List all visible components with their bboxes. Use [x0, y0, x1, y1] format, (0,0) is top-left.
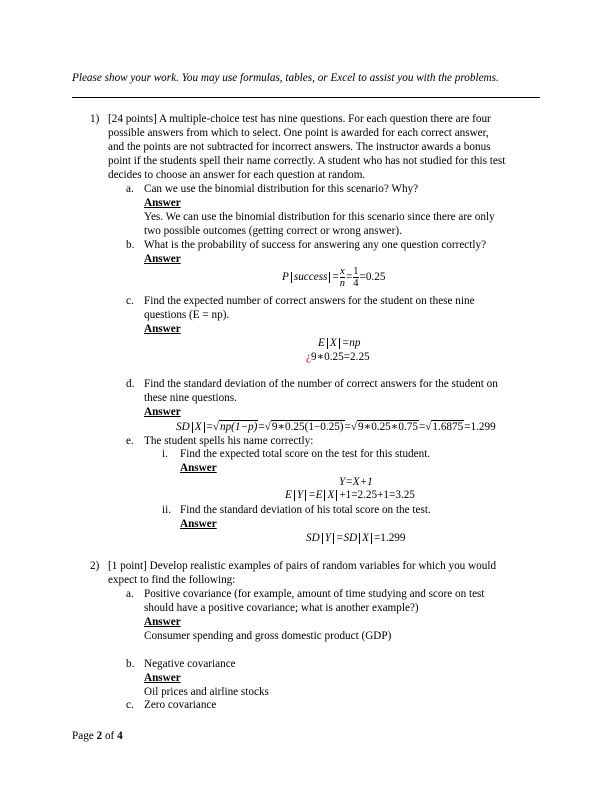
q1b-eq-den1: n	[339, 278, 345, 289]
q1c-question-line-1: Find the expected number of correct answers for the student on these nine	[144, 295, 475, 307]
q1b-eq-p: P	[282, 271, 289, 284]
q2-line-1: [1 point] Develop realistic examples of pairs of random variables for which you would	[108, 560, 497, 572]
q2a-question-line-2: should have a positive covariance; what is another example?)	[144, 602, 419, 614]
q1b-label: b.	[126, 239, 135, 251]
q1b-eq-den2: 4	[353, 278, 359, 289]
q1ei-question: Find the expected total score on the test for this student.	[180, 448, 431, 460]
q1d-eq-r4: 1.6875	[432, 421, 464, 433]
q2b-answer-label: Answer	[144, 672, 181, 684]
q1d-eq-arg: X	[194, 421, 202, 433]
q1e-label: e.	[126, 435, 134, 447]
q1ei-eq2-arg: Y	[296, 489, 304, 501]
q1b-answer-label: Answer	[144, 253, 181, 265]
q1eii-question: Find the standard deviation of his total score on the test.	[180, 504, 431, 516]
q2a-question-line-1: Positive covariance (for example, amount of time studying and score on test	[144, 588, 485, 600]
header-divider	[72, 97, 540, 98]
q2a-answer-label: Answer	[144, 616, 181, 628]
q1c-label: c.	[126, 295, 134, 307]
instructions-header: Please show your work. You may use formulas, tables, or Excel to assist you with the problems.	[72, 72, 499, 84]
page-footer	[72, 730, 123, 742]
q1c-question-line-2: questions (E = np).	[144, 309, 230, 321]
q1d-eq-r2: 9∗0.25(1−0.25)	[271, 421, 344, 433]
q1eii-answer-label: Answer	[180, 518, 217, 530]
q1-number: 1)	[90, 113, 100, 125]
q1-line-5: decides to choose an answer for each question at random.	[108, 169, 366, 181]
q1eii-eq-rest: =1.299	[374, 532, 406, 544]
q1ei-equation-2	[285, 489, 415, 501]
q1ei-eq2-rest: +1=2.25+1=3.25	[339, 489, 415, 501]
q1d-equation: SD X =√np(1−p)=√9∗0.25(1−0.25)=√9∗0.25∗0.75=√1.6875=1.299	[176, 421, 496, 433]
q2b-question: Negative covariance	[144, 658, 236, 670]
q1d-eq-r3: 9∗0.25∗0.75	[358, 421, 418, 433]
q1b-question: What is the probability of success for answering any one question correctly?	[144, 239, 487, 251]
q2-line-2: expect to find the following:	[108, 574, 236, 586]
footer-page-total: 4	[117, 730, 123, 742]
q1b-eq-result: =0.25	[359, 271, 386, 284]
q1ei-eq2-arg2: X	[327, 489, 335, 501]
footer-of-word: of	[104, 730, 115, 742]
q1-line-2: possible answers from which to select. One point is awarded for each correct answer,	[108, 127, 489, 139]
q1c-equation-1	[318, 337, 360, 349]
q1a-answer-label: Answer	[144, 197, 181, 209]
q1d-eq-result: =1.299	[464, 421, 496, 433]
q1c-eq1-e: E	[318, 337, 325, 349]
q1c-eq2-value: 9∗0.25=2.25	[310, 351, 370, 363]
q1b-eq-num1: x	[340, 266, 345, 277]
q1ei-label: i.	[162, 448, 168, 460]
q1ei-equation-1: Y=X+1	[339, 476, 373, 488]
q1-line-1: [24 points] A multiple-choice test has nine questions. For each question there are four	[108, 113, 491, 125]
q1a-answer-line-2: two possible outcomes (getting correct or wrong answer).	[144, 225, 402, 237]
q1b-equation: P success = $\frac{x}{n}$ = $\frac{1}{4}$ =0.25	[282, 266, 386, 289]
q2c-label: c.	[126, 699, 134, 711]
q1d-label: d.	[126, 378, 135, 390]
q1b-eq-num2: 1	[353, 266, 359, 277]
q1-line-4: point if the students spell their name correctly. A student who has not studied for this test	[108, 155, 506, 167]
q2b-answer: Oil prices and airline stocks	[144, 686, 269, 698]
q1eii-label: ii.	[162, 504, 172, 516]
q1c-equation-2	[306, 350, 370, 363]
q1a-label: a.	[126, 183, 134, 195]
q1-line-3: and the points are not subtracted for incorrect answers. The instructor awards a bonus	[108, 141, 491, 153]
q1c-eq1-rhs: =np	[341, 337, 361, 349]
q1b-eq-arg: success	[293, 271, 328, 284]
q1eii-eq-sd1: SD	[306, 532, 320, 544]
q1c-eq2-marker: ¿	[306, 351, 311, 363]
q1eii-eq-arg2: X	[362, 532, 369, 544]
q1ei-answer-label: Answer	[180, 462, 217, 474]
q1d-question-line-2: these nine questions.	[144, 392, 237, 404]
q1eii-eq-arg1: Y	[324, 532, 331, 544]
q1e-question: The student spells his name correctly:	[144, 435, 314, 447]
q1d-question-line-1: Find the standard deviation of the number of correct answers for the student on	[144, 378, 498, 390]
q2-number: 2)	[90, 560, 100, 572]
q1d-eq-r1: np(1−p)	[219, 421, 258, 433]
q1ei-eq2-e: E	[285, 489, 292, 501]
q1c-eq1-arg: X	[329, 337, 337, 349]
q1ei-eq2-mid: =E	[308, 489, 323, 501]
footer-page-number: 2	[96, 730, 103, 742]
q2c-question: Zero covariance	[144, 699, 217, 711]
q1c-answer-label: Answer	[144, 323, 181, 335]
q2b-label: b.	[126, 658, 135, 670]
q1a-answer-line-1: Yes. We can use the binomial distribution for this scenario since there are only	[144, 211, 495, 223]
q2a-label: a.	[126, 588, 134, 600]
q1eii-eq-mid: =SD	[335, 532, 358, 544]
footer-page-word: Page	[72, 730, 94, 742]
q1d-eq-sd: SD	[176, 421, 190, 433]
q1d-answer-label: Answer	[144, 406, 181, 418]
q1eii-equation	[306, 532, 405, 544]
q2a-answer: Consumer spending and gross domestic product (GDP)	[144, 630, 392, 642]
q1a-question: Can we use the binomial distribution for this scenario? Why?	[144, 183, 419, 195]
